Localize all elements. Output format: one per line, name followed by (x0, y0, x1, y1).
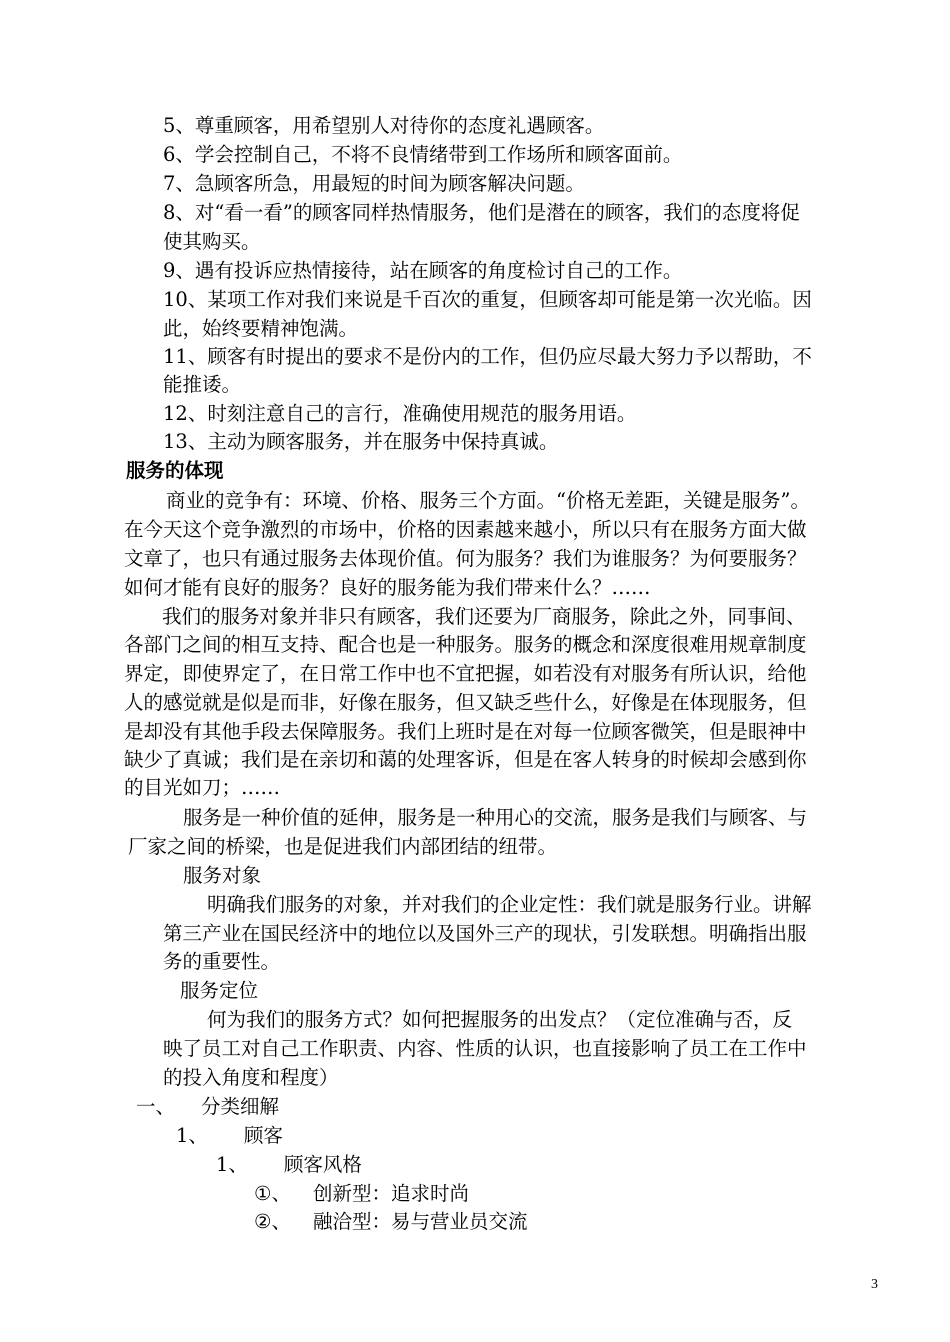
outline-level3 (216, 1151, 362, 1179)
service-target-line: 第三产业在国民经济中的地位以及国外三产的现状，引发联想。明确指出服 (163, 922, 807, 945)
para2-line: 各部门之间的相互支持、配合也是一种服务。服务的概念和深度很难用规章制度 (124, 633, 807, 656)
outline-level3-number: 1、 (216, 1153, 248, 1176)
para2-line: 的目光如刀；…… (124, 776, 281, 799)
list-item-13: 13、主动为顾客服务，并在服务中保持真诚。 (163, 430, 559, 453)
service-target-heading: 服务对象 (183, 864, 262, 887)
service-position-line: 映了员工对自己工作职责、内容、性质的认识，也直接影响了员工在工作中 (163, 1037, 807, 1060)
list-item-10-line2: 此，始终要精神饱满。 (163, 317, 359, 340)
outline-item (254, 1208, 528, 1236)
outline-level1-number: 一、 (136, 1095, 176, 1118)
para3-line: 服务是一种价值的延伸，服务是一种用心的交流，服务是我们与顾客、与 (183, 806, 808, 829)
para2-line: 缺少了真诚；我们是在亲切和蔼的处理客诉，但是在客人转身的时候却会感到你 (124, 748, 807, 771)
list-item-11-line1: 11、顾客有时提出的要求不是份内的工作，但仍应尽最大努力予以帮助，不 (163, 345, 812, 368)
list-item-10-line1: 10、某项工作对我们来说是千百次的重复，但顾客却可能是第一次光临。因 (163, 288, 812, 311)
para2-line: 界定，即使界定了，在日常工作中也不宜把握，如若没有对服务有所认识，给他 (124, 662, 807, 685)
list-item-5: 5、尊重顾客，用希望别人对待你的态度礼遇顾客。 (163, 114, 605, 137)
outline-level2-number: 1、 (176, 1124, 208, 1147)
outline-level3-text: 顾客风格 (283, 1153, 362, 1176)
outline-level2-text: 顾客 (243, 1124, 283, 1147)
list-item-7: 7、急顾客所急，用最短的时间为顾客解决问题。 (163, 172, 585, 195)
para1-line: 如何才能有良好的服务？良好的服务能为我们带来什么？…… (124, 576, 651, 599)
list-item-8-line1: 8、对“看一看”的顾客同样热情服务，他们是潜在的顾客，我们的态度将促 (163, 201, 800, 224)
outline-item-number: ①、 (254, 1182, 291, 1205)
para1-line: 在今天这个竞争激烈的市场中，价格的因素越来越小，所以只有在服务方面大做 (124, 518, 807, 541)
list-item-6: 6、学会控制自己，不将不良情绪带到工作场所和顾客面前。 (163, 143, 683, 166)
outline-item (254, 1180, 469, 1208)
service-target-line: 明确我们服务的对象，并对我们的企业定性：我们就是服务行业。讲解 (207, 893, 812, 916)
outline-item-number: ②、 (254, 1210, 291, 1233)
service-position-line: 何为我们的服务方式？如何把握服务的出发点？（定位准确与否，反 (207, 1008, 793, 1031)
list-item-12: 12、时刻注意自己的言行，准确使用规范的服务用语。 (163, 402, 637, 425)
service-target-line: 务的重要性。 (163, 950, 281, 973)
para2-line: 我们的服务对象并非只有顾客，我们还要为厂商服务，除此之外，同事间、 (162, 605, 806, 628)
outline-item-text: 融洽型：易与营业员交流 (312, 1210, 528, 1233)
para2-line: 是却没有其他手段去保障服务。我们上班时是在对每一位顾客微笑，但是眼神中 (124, 720, 807, 743)
para1-line: 文章了，也只有通过服务去体现价值。何为服务？我们为谁服务？为何要服务？ (124, 547, 807, 570)
outline-level2 (176, 1122, 283, 1150)
outline-level1-text: 分类细解 (201, 1095, 280, 1118)
para1-line: 商业的竞争有：环境、价格、服务三个方面。“价格无差距，关键是服务”。 (166, 489, 810, 512)
para3-line: 厂家之间的桥梁，也是促进我们内部团结的纽带。 (128, 835, 558, 858)
list-item-8-line2: 使其购买。 (163, 230, 261, 253)
list-item-11-line2: 能推诿。 (163, 373, 242, 396)
outline-item-text: 创新型：追求时尚 (312, 1182, 469, 1205)
list-item-9: 9、遇有投诉应热情接待，站在顾客的角度检讨自己的工作。 (163, 259, 683, 282)
service-position-heading: 服务定位 (180, 979, 259, 1002)
service-position-line: 的投入角度和程度） (163, 1066, 339, 1089)
para2-line: 人的感觉就是似是而非，好像在服务，但又缺乏些什么，好像是在体现服务，但 (124, 691, 807, 714)
page-number: 3 (871, 1277, 878, 1292)
section-title: 服务的体现 (126, 459, 224, 482)
outline-level1 (136, 1093, 279, 1121)
